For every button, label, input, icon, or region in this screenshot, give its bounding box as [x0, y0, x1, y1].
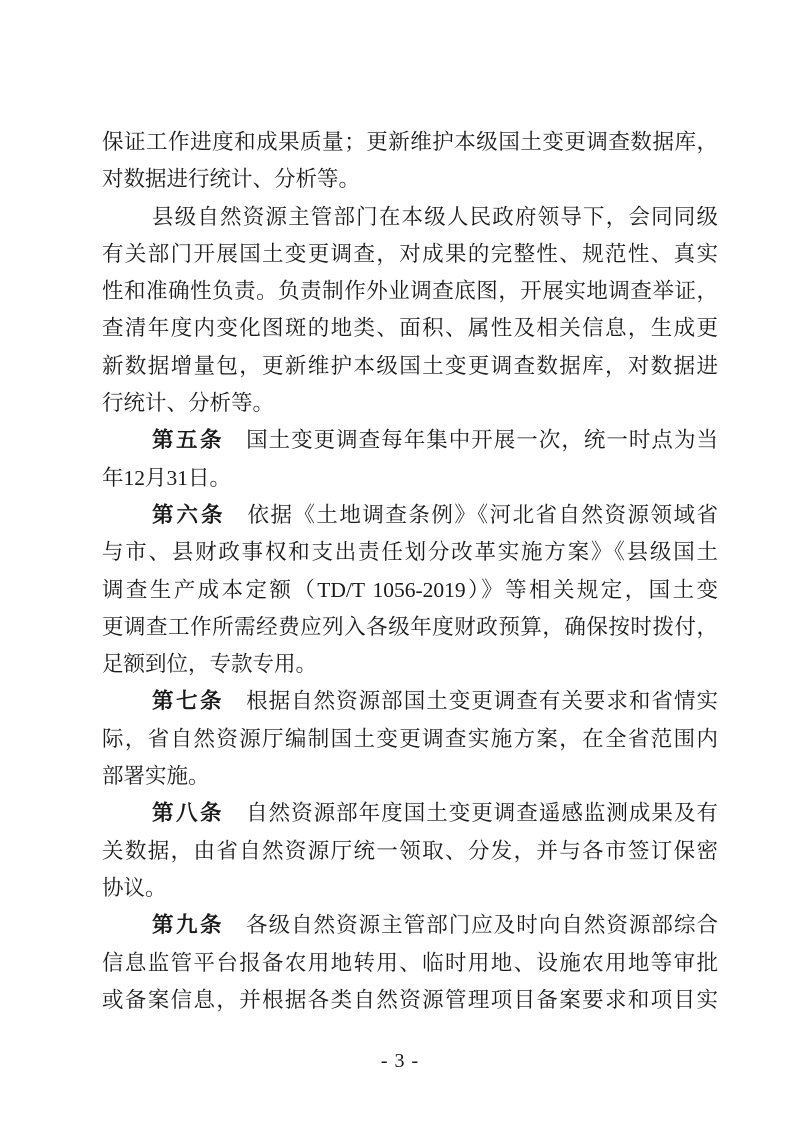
- text-line: [102, 870, 718, 907]
- text-line: [102, 833, 718, 870]
- line-text: 查清年度内变化图斑的地类、面积、属性及相关信息，生成更: [102, 316, 718, 341]
- text-line: [102, 945, 718, 982]
- text-line: [102, 422, 718, 459]
- text-line: [102, 609, 718, 646]
- text-line: [102, 310, 718, 347]
- text-line: [102, 199, 718, 236]
- document-body: [102, 124, 718, 1019]
- text-line: [102, 161, 718, 198]
- line-text: 有关部门开展国土变更调查，对成果的完整性、规范性、真实: [102, 241, 718, 266]
- text-line: [102, 907, 718, 944]
- text-line: [102, 385, 718, 422]
- line-text: 足额到位，专款专用。: [102, 652, 318, 677]
- article-number: 第五条: [152, 428, 225, 453]
- text-line: [102, 534, 718, 571]
- line-text: 更调查工作所需经费应列入各级年度财政预算，确保按时拨付，: [102, 614, 718, 639]
- line-text: 协议。: [102, 875, 167, 900]
- line-text: 年12月31日。: [102, 465, 232, 490]
- text-line: [102, 982, 718, 1019]
- line-text: 行统计、分析等。: [102, 391, 275, 416]
- line-text: 信息监管平台报备农用地转用、临时用地、设施农用地等审批: [102, 950, 718, 975]
- line-text: 根据自然资源部国土变更调查有关要求和省情实: [246, 689, 718, 714]
- text-line: [102, 646, 718, 683]
- text-line: [102, 236, 718, 273]
- text-line: [102, 795, 718, 832]
- line-text: 或备案信息，并根据各类自然资源管理项目备案要求和项目实: [102, 987, 718, 1012]
- line-text: 县级自然资源主管部门在本级人民政府领导下，会同同级: [152, 204, 718, 229]
- text-line: [102, 124, 718, 161]
- line-text: 部署实施。: [102, 764, 210, 789]
- text-line: [102, 572, 718, 609]
- line-text: 关数据，由省自然资源厅统一领取、分发，并与各市签订保密: [102, 838, 718, 863]
- line-text: 国土变更调查每年集中开展一次，统一时点为当: [246, 428, 718, 453]
- line-text: 与市、县财政事权和支出责任划分改革实施方案》《县级国土: [102, 540, 718, 565]
- article-number: 第六条: [152, 502, 226, 527]
- line-text: 保证工作进度和成果质量；更新维护本级国土变更调查数据库，: [102, 130, 718, 154]
- line-text: 对数据进行统计、分析等。: [102, 167, 361, 192]
- article-number: 第八条: [152, 801, 225, 826]
- line-text: 各级自然资源主管部门应及时向自然资源部综合: [246, 913, 718, 938]
- line-text: 性和准确性负责。负责制作外业调查底图，开展实地调查举证，: [102, 279, 718, 304]
- text-line: [102, 348, 718, 385]
- line-text: 际，省自然资源厅编制国土变更调查实施方案，在全省范围内: [102, 726, 718, 751]
- line-text: 依据《土地调查条例》《河北省自然资源领域省: [247, 502, 718, 527]
- line-text: 新数据增量包，更新维护本级国土变更调查数据库，对数据进: [102, 353, 718, 378]
- text-line: [102, 683, 718, 720]
- text-line: [102, 721, 718, 758]
- line-text: 自然资源部年度国土变更调查遥感监测成果及有: [246, 801, 718, 826]
- text-line: [102, 460, 718, 497]
- article-number: 第九条: [152, 913, 225, 938]
- line-text: 调查生产成本定额（TD/T 1056-2019）》等相关规定，国土变: [102, 577, 718, 602]
- page-number: - 3 -: [380, 1050, 420, 1072]
- text-line: [102, 273, 718, 310]
- text-line: [102, 758, 718, 795]
- article-number: 第七条: [152, 689, 225, 714]
- text-line: [102, 497, 718, 534]
